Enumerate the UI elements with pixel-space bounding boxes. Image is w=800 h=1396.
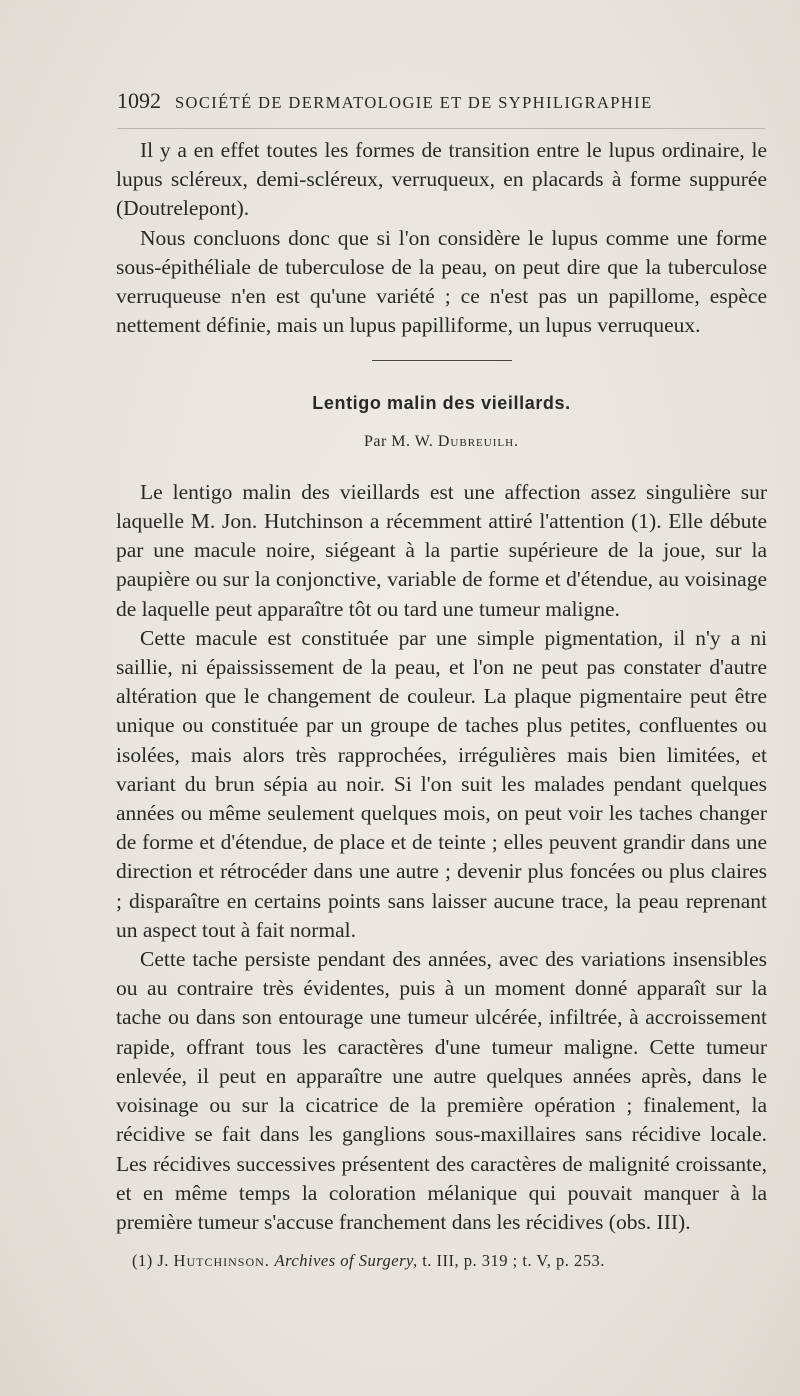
footnote-author: Hutchinson. (173, 1251, 270, 1270)
paragraph: Nous concluons donc que si l'on considère le lupus comme une forme sous-épithéliale de tuberculose de la peau, on peut dire que la tuberculose verruqueuse n'en est qu'une variété ; ce n'est pas un papillome, espèce nettement définie, mais un lupus papilliforme, un lupus verruqueux. (116, 225, 767, 338)
section-title: Lentigo malin des vieillards. (312, 393, 571, 414)
byline-prefix: Par M. W. (363, 432, 434, 450)
footnote-reference: t. III, p. 319 ; t. V, p. 253. (422, 1251, 605, 1270)
header-rule (117, 128, 765, 129)
footnote-marker: (1) J. (132, 1251, 169, 1270)
byline-author: Dubreuilh. (437, 432, 520, 450)
byline (116, 427, 767, 456)
footnote-journal: Archives of Surgery, (274, 1251, 418, 1270)
paragraph: Le lentigo malin des vieillards est une affection assez singulière sur laquelle M. Jon. Hutchinson a récemment attiré l'attention (1). Elle débute par une macule noire, siégeant à la partie supérieure de la joue, sur la paupière ou sur la conjonctive, variable de forme et d'étendue, au voisinage de laquelle peut apparaître tôt ou tard une tumeur maligne. (116, 479, 767, 621)
running-title: SOCIÉTÉ DE DERMATOLOGIE ET DE SYPHILIGRAPHIE (174, 93, 653, 112)
paragraph: Cette macule est constituée par une simple pigmentation, il n'y a ni saillie, ni épaississement de la peau, et l'on ne peut pas constater d'autre altération que le changement de couleur. La plaque pigmentaire peut être unique ou constituée par un groupe de taches plus petites, confluentes ou isolées, mais alors très rapprochées, irrégulières mais bien limitées, et variant du brun sépia au noir. Si l'on suit les malades pendant quelques années ou même seulement quelques mois, on peut voir les taches changer de forme et d'étendue, de place et de teinte ; elles peuvent grandir dans une direction et rétrocéder dans une autre ; devenir plus foncées ou plus claires ; disparaître en certains points sans laisser aucune trace, la peau reprenant un aspect tout à fait normal. (116, 625, 767, 942)
footnote (132, 1251, 752, 1271)
body-text (116, 136, 767, 1237)
paragraph: Cette tache persiste pendant des années, avec des variations insensibles ou au contraire très évidentes, puis à un moment donné apparaît sur la tache ou dans son entourage une tumeur ulcérée, infiltrée, à accroissement rapide, offrant tous les caractères d'une tumeur maligne. Cette tumeur enlevée, il peut en apparaître une autre quelques années après, dans le voisinage ou sur la cicatrice de la première opération ; finalement, la récidive se fait dans les ganglions sous-maxillaires sans récidive locale. Les récidives successives présentent des caractères de malignité croissante, et en même temps la coloration mélanique qui pouvait manquer à la première tumeur s'accuse franchement dans les récidives (obs. III). (116, 947, 767, 1234)
running-header (117, 88, 757, 114)
page-number: 1092 (117, 88, 161, 113)
section-separator (372, 360, 512, 361)
paragraph: Il y a en effet toutes les formes de transition entre le lupus ordinaire, le lupus scléreux, demi-scléreux, verruqueux, en placards à forme suppurée (Doutrelepont). (116, 138, 767, 221)
